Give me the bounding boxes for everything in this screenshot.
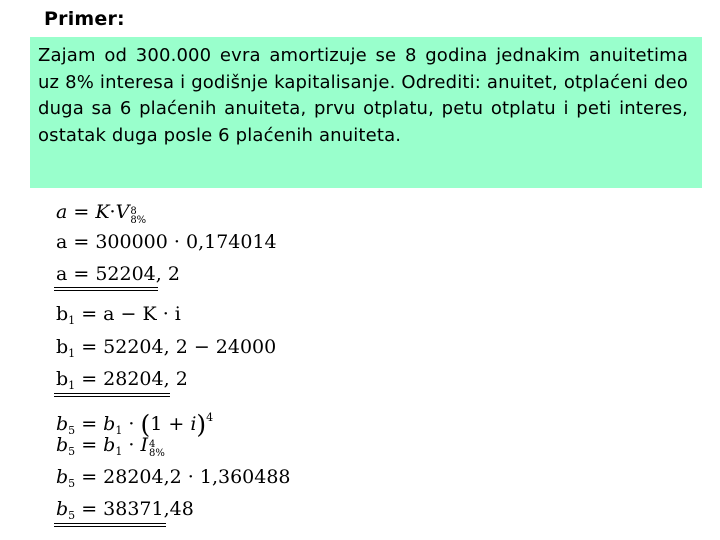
first-payment-result-underline [54,393,170,397]
fifth-payment-formula: $b_5 = b_1 \cdot (1 + i)^4$ [56,410,214,439]
task-statement-text: Zajam od 300.000 evra amortizuje se 8 godina jednakim anuitetima uz 8% interesa i godišnje kapitalisanje. Odrediti: anuitet, otplaćeni deo duga sa 6 plaćenih anuiteta, prvu otplatu, petu otplatu i peti interes, ostatak duga posle 6 plaćenih anuiteta. [38,45,688,146]
task-statement-box [30,37,702,188]
fifth-payment-substitution: $b_5 = 28204,2 \cdot 1,360488$ [56,466,291,490]
fifth-payment-interest-factor: $b_5 = b_1 \cdot I$ 4 8% [56,434,165,459]
annuity-substitution: a = 300000 · 0,174014 [56,231,277,253]
first-payment-formula: $b_1 = a - K \cdot i$ [56,303,181,327]
first-payment-substitution: $b_1 = 52204$, 2 − 24000 [56,336,277,360]
first-payment-result: $b_1 = 28204$, 2 [56,368,188,392]
fifth-payment-result: $b_5 = 38371,48$ [56,498,194,522]
fifth-payment-result-underline [54,523,166,527]
example-heading: Primer: [44,8,125,30]
annuity-result-underline [54,287,158,291]
annuity-result: a = 52204, 2 [56,263,180,285]
annuity-formula: a = K·V 8 8% [56,201,147,226]
